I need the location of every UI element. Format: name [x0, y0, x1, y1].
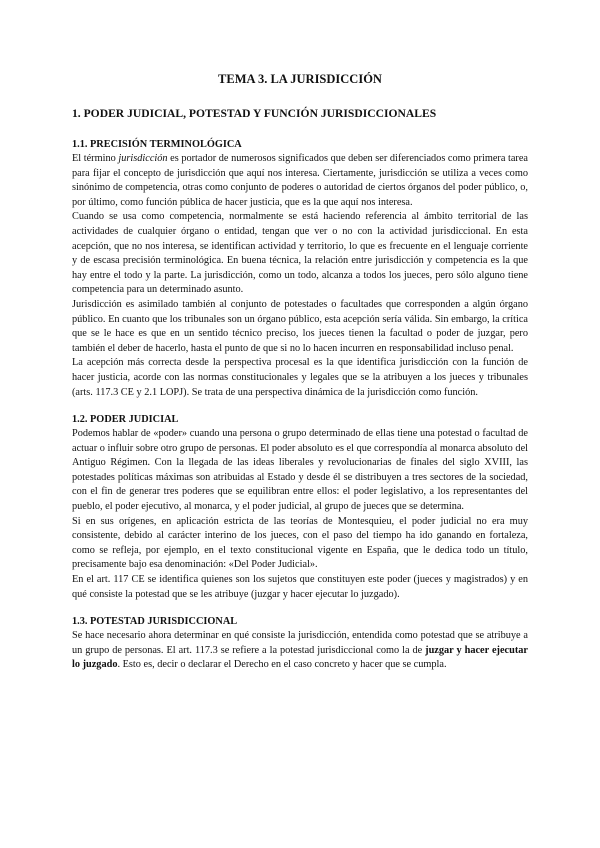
paragraph — [72, 152, 528, 210]
spacer — [72, 400, 528, 413]
emphasis-text: jurisdicción — [118, 153, 168, 164]
subsection-title-poder-judicial: 1.2. PODER JUDICIAL — [72, 414, 179, 426]
bold-text: juzgar y hacer ejecutar lo juzgado — [72, 644, 528, 671]
subsection-title-potestad: 1.3. POTESTAD JURISDICCIONAL — [72, 616, 238, 628]
text-run: El término — [72, 153, 119, 164]
paragraph: Podemos hablar de «poder» cuando una persona o grupo determinado de ellas tiene una potestad o facultad de actuar o influir sobre otro grupo de personas. El poder absoluto es el que correspondía al monarca absoluto del Antiguo Régimen. Con la llegada de las ideas liberales y revolucionarias de finales del siglo XVIII, las potestades políticas máximas son atribuidas al Estado y desde él se distribuyen a tres sectores de la sociedad, con el fin de generar tres poderes que se equilibran entre ellos: el poder legislativo, a los representantes del pueblo, el poder ejecutivo, al monarca, y el poder judicial, al grupo de jueces que se determina. — [72, 428, 528, 513]
text-run: es portador de numerosos significados que deben ser diferenciados como primera tarea para fijar el concepto de jurisdicción que aquí nos interesa. Ciertamente, jurisdicción se utiliza a veces como sinónimo de competencia, otras como conjunto de poderes o autoridad de ciertos órganos del poder público, o, por último, como función pública de hacer justicia, que es la que aquí nos interesa. — [72, 153, 528, 208]
paragraph: Jurisdicción es asimilado también al conjunto de potestades o facultades que corresponden a algún órgano público. En cuanto que los tribunales son un órgano público, esta acepción sería válida. Sin embargo, la crítica que se le hace es que en un sentido técnico preciso, los jueces tienen la facultad o poder de juzgar, pero también el deber de hacerlo, hasta el punto de que si no lo hacen incurren en responsabilidad incluso penal. — [72, 298, 528, 354]
text-run: Se hace necesario ahora determinar en qué consiste la jurisdicción, entendida como potestad que se atribuye a un grupo de personas. El art. 117.3 se refiere a la potestad jurisdiccional como la de — [72, 630, 528, 656]
subsection-title-terminologia: 1.1. PRECISIÓN TERMINOLÓGICA — [72, 139, 242, 150]
document-title: TEMA 3. LA JURISDICCIÓN — [218, 72, 382, 86]
paragraph: En el art. 117 CE se identifica quienes son los sujetos que constituyen este poder (jueces y magistrados) y en qué consiste la potestad que se les atribuye (juzgar y hacer ejecutar lo juzgado). — [72, 574, 528, 600]
section-title: 1. PODER JUDICIAL, POTESTAD Y FUNCIÓN JURISDICCIONALES — [72, 107, 437, 120]
text-run: . Esto es, decir o declarar el Derecho en el caso concreto y hacer que se cumpla. — [117, 659, 447, 671]
paragraph: Si en sus orígenes, en aplicación estricta de las teorías de Montesquieu, el poder judicial no era muy consistente, debido al carácter interino de los jueces, con el paso del tiempo ha ido ganando en fortaleza, como se refleja, por ejemplo, en el texto constitucional vigente en España, que le dedica todo un título, precisamente bajo esa denominación: «Del Poder Judicial». — [72, 515, 528, 571]
spacer — [72, 602, 528, 615]
paragraph — [72, 629, 528, 673]
paragraph: Cuando se usa como competencia, normalmente se está haciendo referencia al ámbito territorial de las actividades de cualquier órgano o entidad, tengan que ver o no con la actividad jurisdiccional. En esta acepción, que no nos interesa, se identifican actividad y territorio, lo que es frecuente en el lenguaje corriente y de escasa precisión terminológica. En buena técnica, la relación entre jurisdicción y competencia es la que hay entre el todo y la parte. La jurisdicción, como un todo, alcanza a todos los jueces, pero sólo alguno tiene competencia para un determinado asunto. — [72, 211, 528, 296]
paragraph: La acepción más correcta desde la perspectiva procesal es la que identifica jurisdicción con la función de hacer justicia, acorde con las normas constitucionales y legales que se la atribuyen a los jueces y tribunales (arts. 117.3 CE y 2.1 LOPJ). Se trata de una perspectiva dinámica de la jurisdicción como función. — [72, 357, 528, 398]
